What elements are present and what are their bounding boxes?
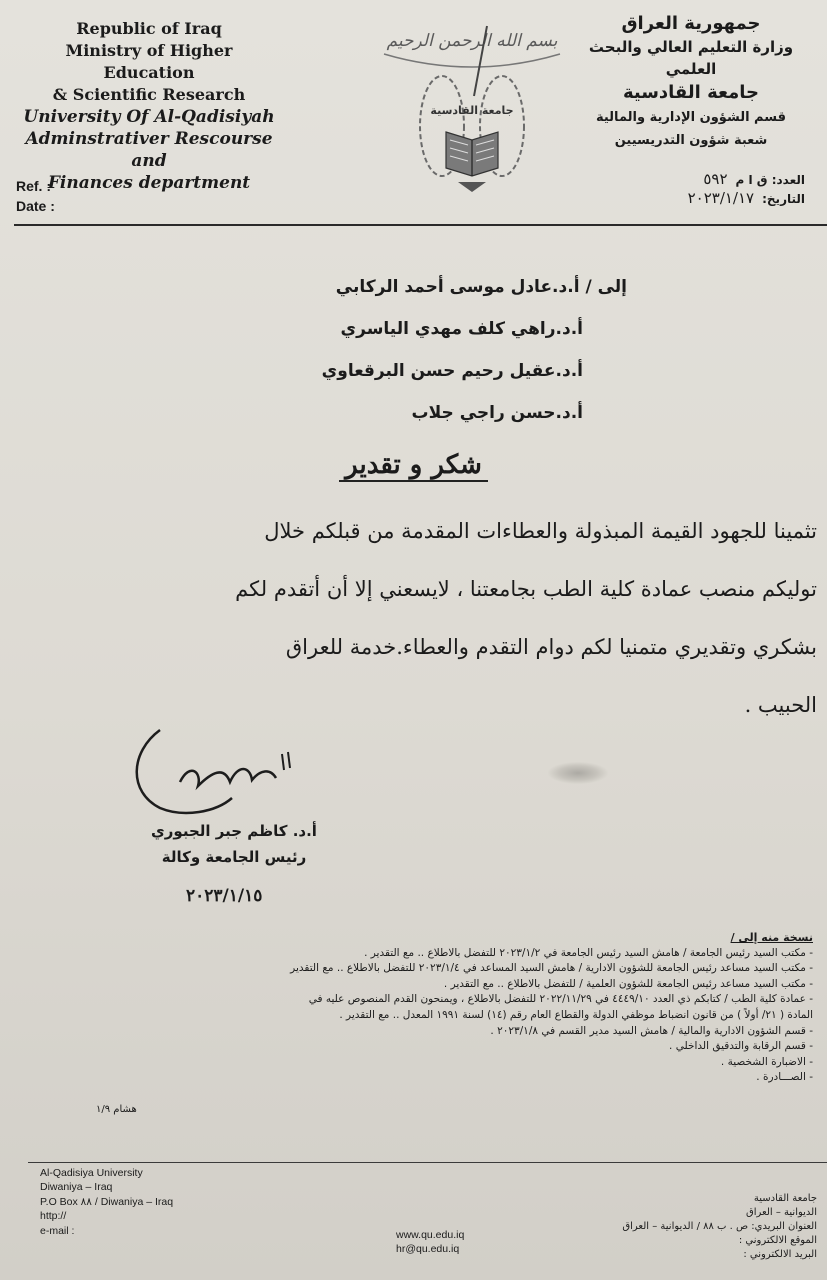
ar-ministry: وزارة التعليم العالي والبحث العلمي: [588, 38, 794, 78]
copies-heading: نسخة منه إلى /: [730, 931, 813, 944]
footer-ar-line: الديوانية – العراق: [745, 1207, 817, 1218]
email-link[interactable]: hr@qu.edu.iq: [396, 1243, 460, 1255]
en-department-1: Adminstrativer Rescourse and: [25, 129, 273, 171]
en-department-2: Finances department: [47, 173, 251, 193]
signature-date: ٢٠٢٣/١/١٥: [186, 886, 263, 906]
copy-item: المادة ( ٢١/ أولاً ) من قانون انضباط موظفي الدولة والقطاع العام رقم (١٤) لسنة ١٩٩١ المعدل .. مع التقدير .: [339, 1008, 813, 1021]
signer-name: أ.د. كاظم جبر الجبوري: [151, 822, 317, 840]
ar-republic: جمهورية العراق: [621, 13, 761, 34]
footer-en-line: e-mail :: [40, 1224, 75, 1237]
footer-arabic: [622, 1192, 817, 1262]
number-label: العدد: ق ا م: [735, 173, 805, 187]
body-line-2: توليكم منصب عمادة كلية الطب بجامعتنا ، لايسعني إلا أن أتقدم لكم: [235, 577, 817, 601]
ar-university: جامعة القادسية: [622, 82, 760, 103]
en-ministry: Ministry of Higher Education: [65, 41, 233, 82]
ref-label: Ref. :: [16, 178, 51, 194]
ar-section: شعبة شؤون التدريسيين: [614, 133, 768, 148]
date-label: Date :: [16, 198, 55, 214]
recipients-block: [322, 266, 627, 434]
footer-en-line: Diwaniya – Iraq: [40, 1181, 113, 1194]
english-refs: [16, 176, 55, 216]
footer-ar-line: الموقع الالكتروني :: [738, 1235, 817, 1246]
recipient-2: أ.د.راهي كلف مهدي الياسري: [340, 319, 583, 339]
copy-item: - الصـــادرة .: [756, 1071, 813, 1084]
body-line-4: الحبيب .: [744, 693, 817, 717]
footer-ar-line: البريد الالكتروني :: [743, 1249, 817, 1260]
letter-title: شكر و تقدير: [0, 450, 827, 480]
copies-list: [13, 930, 813, 1086]
website-link[interactable]: www.qu.edu.iq: [396, 1229, 465, 1241]
ar-department: قسم الشؤون الإدارية والمالية: [595, 110, 786, 125]
copy-item: - مكتب السيد رئيس الجامعة / هامش السيد رئيس الجامعة في ٢٠٢٣/١/٢ للتفضل بالاطلاع .. مع التقدير .: [364, 946, 813, 959]
english-letterhead: [18, 18, 280, 194]
recipient-1: أ.د.عادل موسى أحمد الركابي: [335, 277, 580, 297]
copy-item: - مكتب السيد مساعد رئيس الجامعة للشؤون الادارية / هامش السيد المساعد في ٢٠٢٣/١/٤ للتفضل بالاطلاع .. مع التقدير: [290, 962, 813, 975]
open-book-icon: [446, 132, 498, 176]
university-emblem: [362, 10, 582, 195]
date-ar-value: ٢٠٢٣/١/١٧: [687, 189, 755, 207]
en-research: & Scientific Research: [52, 85, 246, 104]
copy-item: - الاضبارة الشخصية .: [720, 1055, 813, 1068]
signer-title: رئيس الجامعة وكالة: [161, 848, 307, 866]
recipients-prefix: إلى /: [585, 277, 627, 297]
footer-web: [396, 1228, 464, 1256]
copy-item: - قسم الرقابة والتدقيق الداخلي .: [669, 1040, 813, 1053]
header-divider: [14, 224, 827, 226]
footer-english: [40, 1166, 173, 1238]
arabic-refs: [688, 170, 805, 208]
typist-initials: هشام ١/٩: [96, 1104, 137, 1115]
footer-ar-line: العنوان البريدي: ص . ب ٨٨ / الديوانية – العراق: [622, 1221, 817, 1232]
arabic-letterhead: [561, 12, 821, 152]
ink-smudge: [548, 762, 608, 784]
copy-item: - قسم الشؤون الادارية والمالية / هامش السيد مدير القسم في ٢٠٢٣/١/٨ .: [490, 1024, 813, 1037]
en-university: University Of Al-Qadisiyah: [23, 107, 275, 127]
body-line-3: بشكري وتقديري متمنيا لكم دوام التقدم والعطاء.خدمة للعراق: [285, 635, 817, 659]
footer-en-line: P.O Box ٨٨ / Diwaniya – Iraq: [40, 1195, 174, 1208]
calligraphy-basmala: بسم الله الرحمن الرحيم: [386, 31, 558, 51]
date-ar-label: التاريخ:: [762, 192, 805, 206]
copy-item: - مكتب السيد مساعد رئيس الجامعة للشؤون العلمية / للتفضل بالاطلاع .. مع التقدير .: [443, 977, 813, 990]
number-value: ٥٩٢: [703, 170, 728, 188]
footer-divider: [28, 1162, 827, 1163]
footer-en-line: Al-Qadisiya University: [40, 1167, 143, 1179]
handwritten-signature: [120, 722, 310, 822]
footer-ar-line: جامعة القادسية: [753, 1193, 817, 1204]
seal-text: جامعة القادسية: [430, 104, 514, 117]
footer-en-line: http://: [40, 1210, 67, 1223]
en-republic: Republic of Iraq: [76, 19, 222, 38]
signer-block: [124, 818, 344, 870]
body-line-1: تثمينا للجهود القيمة المبذولة والعطاءات المقدمة من قبلكم خلال: [264, 519, 817, 543]
recipient-4: أ.د.حسن راجي جلاب: [411, 403, 583, 423]
copy-item: - عمادة كلية الطب / كتابكم ذي العدد ٤٤٤٩/١٠ في ٢٠٢٢/١١/٢٩ للتفضل بالاطلاع ، ويمنحون القدم المنصوص عليه في: [308, 993, 813, 1006]
recipient-3: أ.د.عقيل رحيم حسن البرقعاوي: [321, 361, 583, 381]
